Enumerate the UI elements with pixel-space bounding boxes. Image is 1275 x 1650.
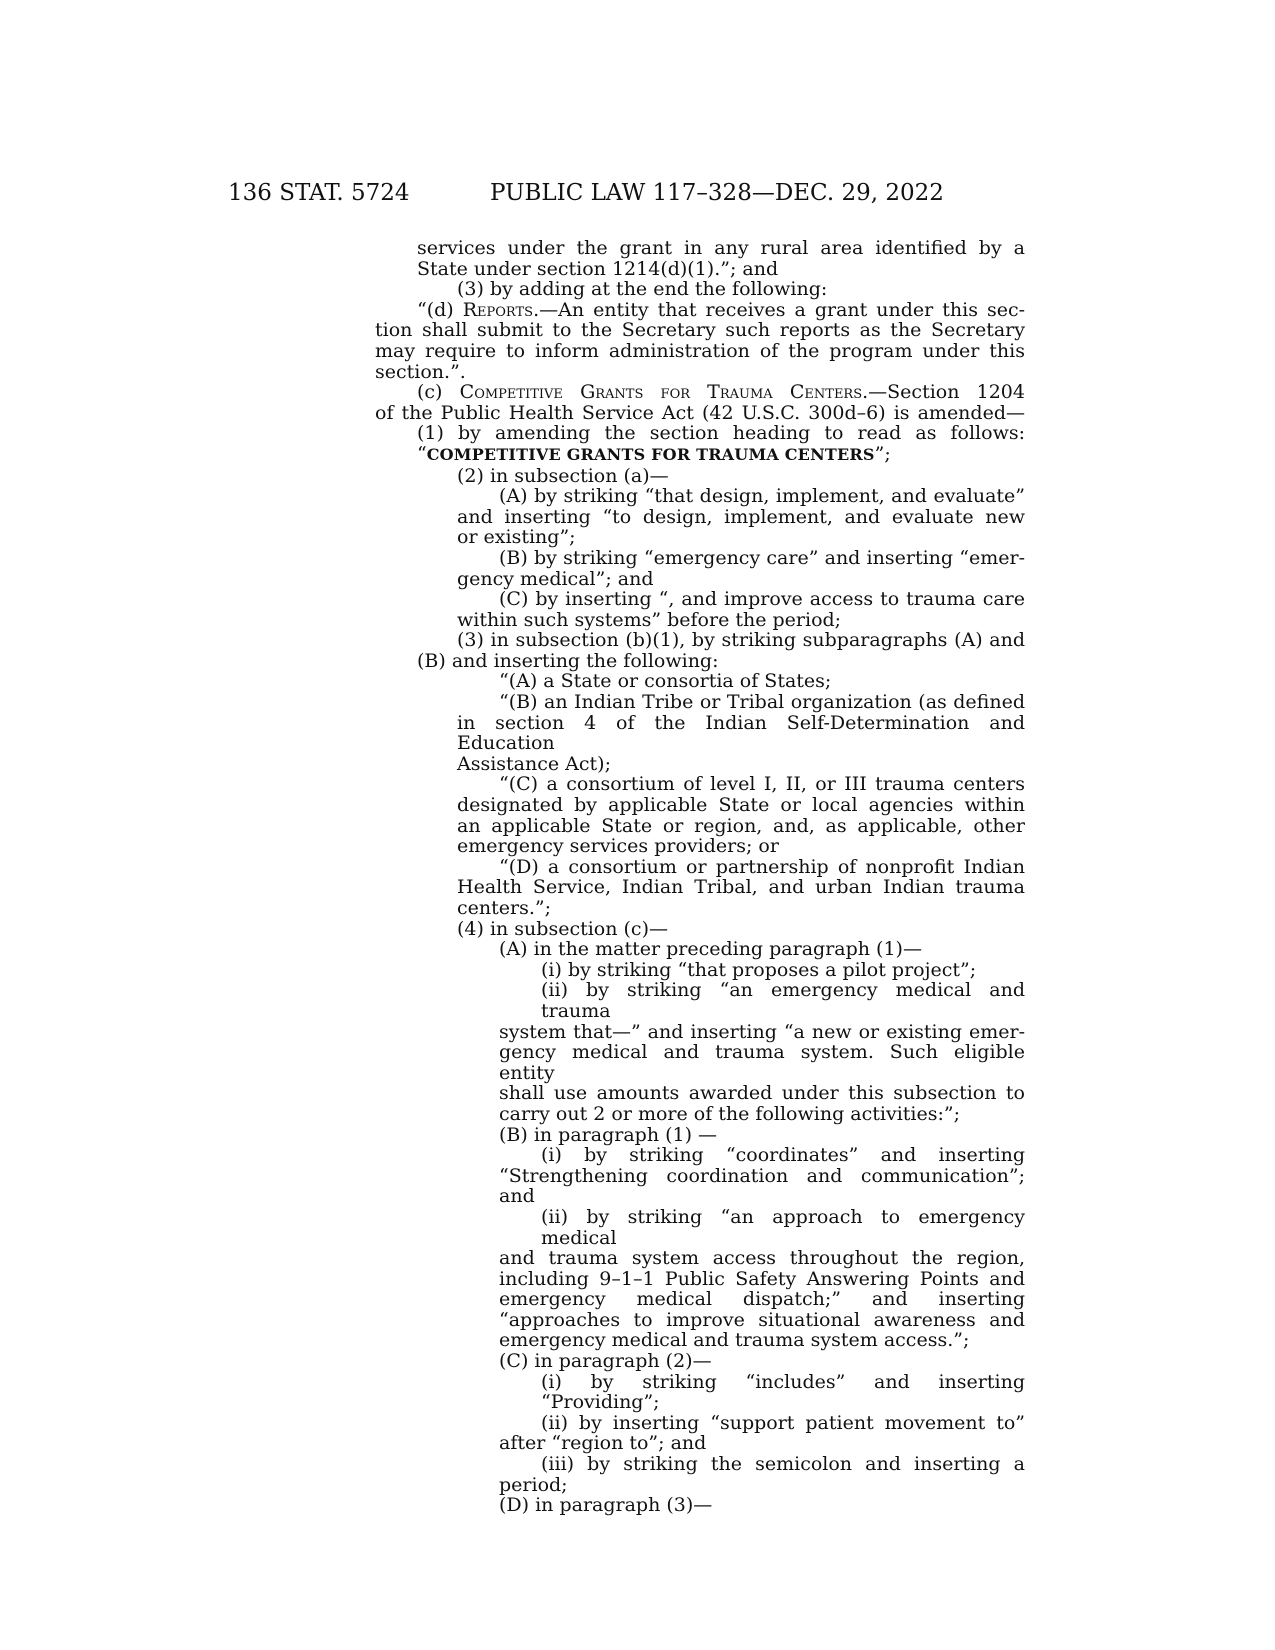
text-line: gency medical”; and xyxy=(457,567,654,590)
text-line: tion shall submit to the Secretary such reports as the Secretary xyxy=(375,319,1025,342)
text-line: (ii) by inserting “support patient movement to” xyxy=(541,1411,1025,1434)
text-line: period; xyxy=(499,1473,568,1496)
text-line: in section 4 of the Indian Self-Determination and Education xyxy=(457,711,1025,755)
text-line: (ii) by striking “an emergency medical and trauma xyxy=(541,979,1025,1022)
text-line: section.”. xyxy=(375,360,466,383)
text-line: “(d) Reports.—An entity that receives a grant under this sec- xyxy=(417,298,1026,321)
text-line: including 9–1–1 Public Safety Answering Points and xyxy=(499,1267,1025,1290)
text-line: State under section 1214(d)(1).”; and xyxy=(417,257,779,280)
text-line: emergency medical dispatch;” and inserting xyxy=(499,1288,1025,1311)
text-line: (c) Competitive Grants for Trauma Centers.—Section 1204 xyxy=(417,381,1025,404)
text-line: after “region to”; and xyxy=(499,1432,707,1455)
section-heading-line: “COMPETITIVE GRANTS FOR TRAUMA CENTERS”; xyxy=(417,442,891,465)
text-line: emergency services providers; or xyxy=(457,835,779,858)
text-line: (C) in paragraph (2)— xyxy=(499,1350,712,1373)
text-line: carry out 2 or more of the following activities:”; xyxy=(499,1102,960,1125)
text-line: Assistance Act); xyxy=(457,752,611,775)
text-line: system that—” and inserting “a new or existing emer- xyxy=(499,1020,1025,1043)
text-line: an applicable State or region, and, as applicable, other xyxy=(457,814,1025,837)
text-line: emergency medical and trauma system access.”; xyxy=(499,1329,970,1352)
text-line: (2) in subsection (a)— xyxy=(457,464,669,487)
text-line: (i) by striking “includes” and inserting “Providing”; xyxy=(541,1370,1025,1414)
text-line: “(B) an Indian Tribe or Tribal organization (as defined xyxy=(499,691,1025,714)
statute-citation: 136 STAT. 5724 xyxy=(228,180,410,206)
text-line: (3) by adding at the end the following: xyxy=(457,278,828,301)
text-line: or existing”; xyxy=(457,526,576,549)
text-line: (D) in paragraph (3)— xyxy=(499,1494,713,1517)
text-line: within such systems” before the period; xyxy=(457,608,842,631)
text-line: may require to inform administration of the program under this xyxy=(375,339,1025,362)
text-line: gency medical and trauma system. Such eligible entity xyxy=(499,1041,1025,1084)
public-law-title: PUBLIC LAW 117–328—DEC. 29, 2022 xyxy=(490,180,944,206)
text-line: (i) by striking “coordinates” and inserting xyxy=(541,1144,1025,1167)
text-line: Health Service, Indian Tribal, and urban Indian trauma xyxy=(457,876,1025,899)
text-line: “(A) a State or consortia of States; xyxy=(499,670,832,693)
text-line: services under the grant in any rural area identified by a xyxy=(417,237,1025,259)
text-line: designated by applicable State or local agencies within xyxy=(457,794,1025,817)
page-header xyxy=(0,180,1275,220)
text-line: “Strengthening coordination and communication”; and xyxy=(499,1164,1025,1208)
text-line: (B) and inserting the following: xyxy=(417,649,719,672)
text-line: (iii) by striking the semicolon and inserting a xyxy=(541,1453,1025,1476)
text-line: centers.”; xyxy=(457,897,551,919)
text-line: (3) in subsection (b)(1), by striking subparagraphs (A) and xyxy=(457,629,1025,652)
text-line: “(D) a consortium or partnership of nonprofit Indian xyxy=(499,855,1025,878)
text-line: (B) in paragraph (1) — xyxy=(499,1123,718,1146)
text-line: (4) in subsection (c)— xyxy=(457,917,668,940)
text-line: (A) in the matter preceding paragraph (1)— xyxy=(499,938,922,961)
text-line: (1) by amending the section heading to read as follows: xyxy=(417,422,1025,445)
text-line: and inserting “to design, implement, and evaluate new xyxy=(457,505,1025,528)
text-line: (C) by inserting “, and improve access to trauma care xyxy=(499,588,1025,611)
text-line: “approaches to improve situational awareness and xyxy=(499,1308,1025,1331)
text-line: and trauma system access throughout the region, xyxy=(499,1247,1025,1270)
text-line: (A) by striking “that design, implement, and evaluate” xyxy=(499,485,1025,508)
page-body xyxy=(375,238,1025,1516)
text-line: of the Public Health Service Act (42 U.S.C. 300d–6) is amended— xyxy=(375,401,1025,424)
text-line: (i) by striking “that proposes a pilot project”; xyxy=(541,958,977,981)
text-line: shall use amounts awarded under this subsection to xyxy=(499,1082,1025,1105)
text-line: “(C) a consortium of level I, II, or III trauma centers xyxy=(499,773,1025,796)
text-line: (ii) by striking “an approach to emergency medical xyxy=(541,1205,1025,1249)
text-line: (B) by striking “emergency care” and inserting “emer- xyxy=(499,546,1025,569)
